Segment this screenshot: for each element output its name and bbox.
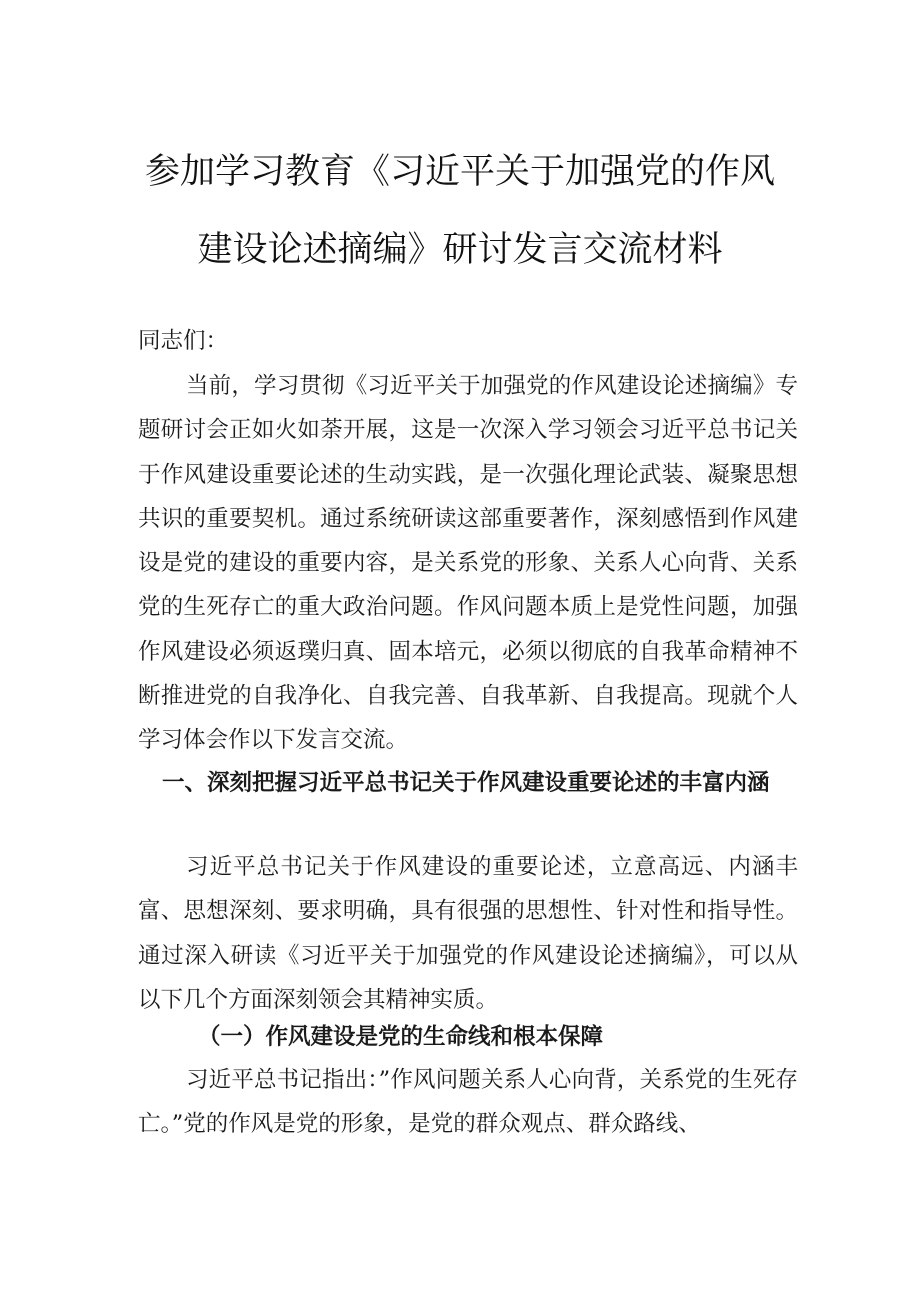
section-heading-1: 一、深刻把握习近平总书记关于作风建设重要论述的丰富内涵 [162,770,770,796]
salutation: 同志们： [138,328,229,354]
document-title-line-2: 建设论述摘编》研讨发言交流材料 [197,230,723,270]
subsection-heading-1: （一）作风建设是党的生命线和根本保障 [198,1024,604,1050]
paragraph-intro: 当前，学习贯彻《习近平关于加强党的作风建设论述摘编》专题研讨会正如火如荼开展，这是一次深入学习领会习近平总书记关于作风建设重要论述的生动实践，是一次强化理论武装、凝聚思想共识的重要契机。通过系统研读这部重要著作，深刻感悟到作风建设是党的建设的重要内容，是关系党的形象、关系人心向背、关系党的生死存亡的重大政治问题。作风问题本质上是党性问题，加强作风建设必须返璞归真、固本培元，必须以彻底的自我革命精神不断推进党的自我净化、自我完善、自我革新、自我提高。现就个人学习体会作以下发言交流。 [138,373,798,754]
paragraph-section-1: 习近平总书记关于作风建设的重要论述，立意高远、内涵丰富、思想深刻、要求明确，具有很强的思想性、针对性和指导性。通过深入研读《习近平关于加强党的作风建设论述摘编》，可以从以下几个方面深刻领会其精神实质。 [138,854,798,1013]
paragraph-subsection-1: 习近平总书记指出：”作风问题关系人心向背，关系党的生死存亡。”党的作风是党的形象，是党的群众观点、群众路线、 [138,1067,798,1138]
document-title-line-1: 参加学习教育《习近平关于加强党的作风 [144,152,775,192]
